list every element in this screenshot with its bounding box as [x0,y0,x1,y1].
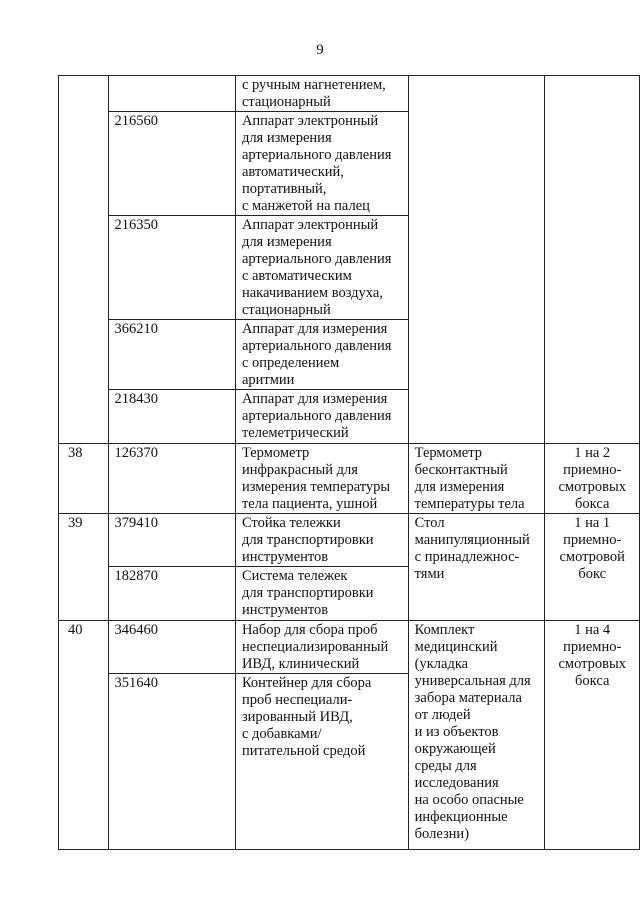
name-cell: Термометр инфракрасный для измерения температуры тела пациента, ушной [235,444,408,514]
table-row [59,621,640,674]
equipment-table [58,75,640,850]
name-cell: Контейнер для сбора проб неспециали- зированный ИВД, с добавками/ питательной средой [235,674,408,850]
table-row [59,76,640,112]
table-row [59,444,640,514]
code-cell: 346460 [108,621,235,674]
code-cell: 216560 [108,112,235,216]
code-cell: 216350 [108,216,235,320]
name-cell: Аппарат электронный для измерения артериального давления автоматический, портативный, с манжетой на палец [235,112,408,216]
name-cell: Стойка тележки для транспортировки инструментов [235,514,408,567]
name-cell: Система тележек для транспортировки инструментов [235,567,408,621]
name-cell: Аппарат электронный для измерения артериального давления с автоматическим накачиванием воздуха, стационарный [235,216,408,320]
row-number-cell: 38 [59,444,109,514]
code-cell: 351640 [108,674,235,850]
name-cell: Аппарат для измерения артериального давления телеметрический [235,390,408,444]
quantity-cell: 1 на 2 приемно- смотровых бокса [545,444,640,514]
device-cell: Термометр бесконтактный для измерения температуры тела [408,444,545,514]
name-cell: Набор для сбора проб неспециализированный ИВД, клинический [235,621,408,674]
code-cell: 218430 [108,390,235,444]
device-cell: Комплект медицинский (укладка универсальная для забора материала от людей и из объектов окружающей среды для исследования на особо опасные инфекционные болезни) [408,621,545,850]
code-cell: 126370 [108,444,235,514]
row-number-cell: 40 [59,621,109,850]
device-cell: Стол манипуляционный с принадлежнос- тями [408,514,545,621]
name-cell: Аппарат для измерения артериального давления с определением аритмии [235,320,408,390]
code-cell: 379410 [108,514,235,567]
page-number: 9 [316,42,324,58]
table-row [59,514,640,567]
row-number-cell [59,76,109,444]
code-cell: 182870 [108,567,235,621]
code-cell: 366210 [108,320,235,390]
quantity-cell: 1 на 1 приемно- смотровой бокс [545,514,640,621]
row-number-cell: 39 [59,514,109,621]
device-cell [408,76,545,444]
name-cell: с ручным нагнетением, стационарный [235,76,408,112]
quantity-cell: 1 на 4 приемно- смотровых бокса [545,621,640,850]
quantity-cell [545,76,640,444]
code-cell [108,76,235,112]
